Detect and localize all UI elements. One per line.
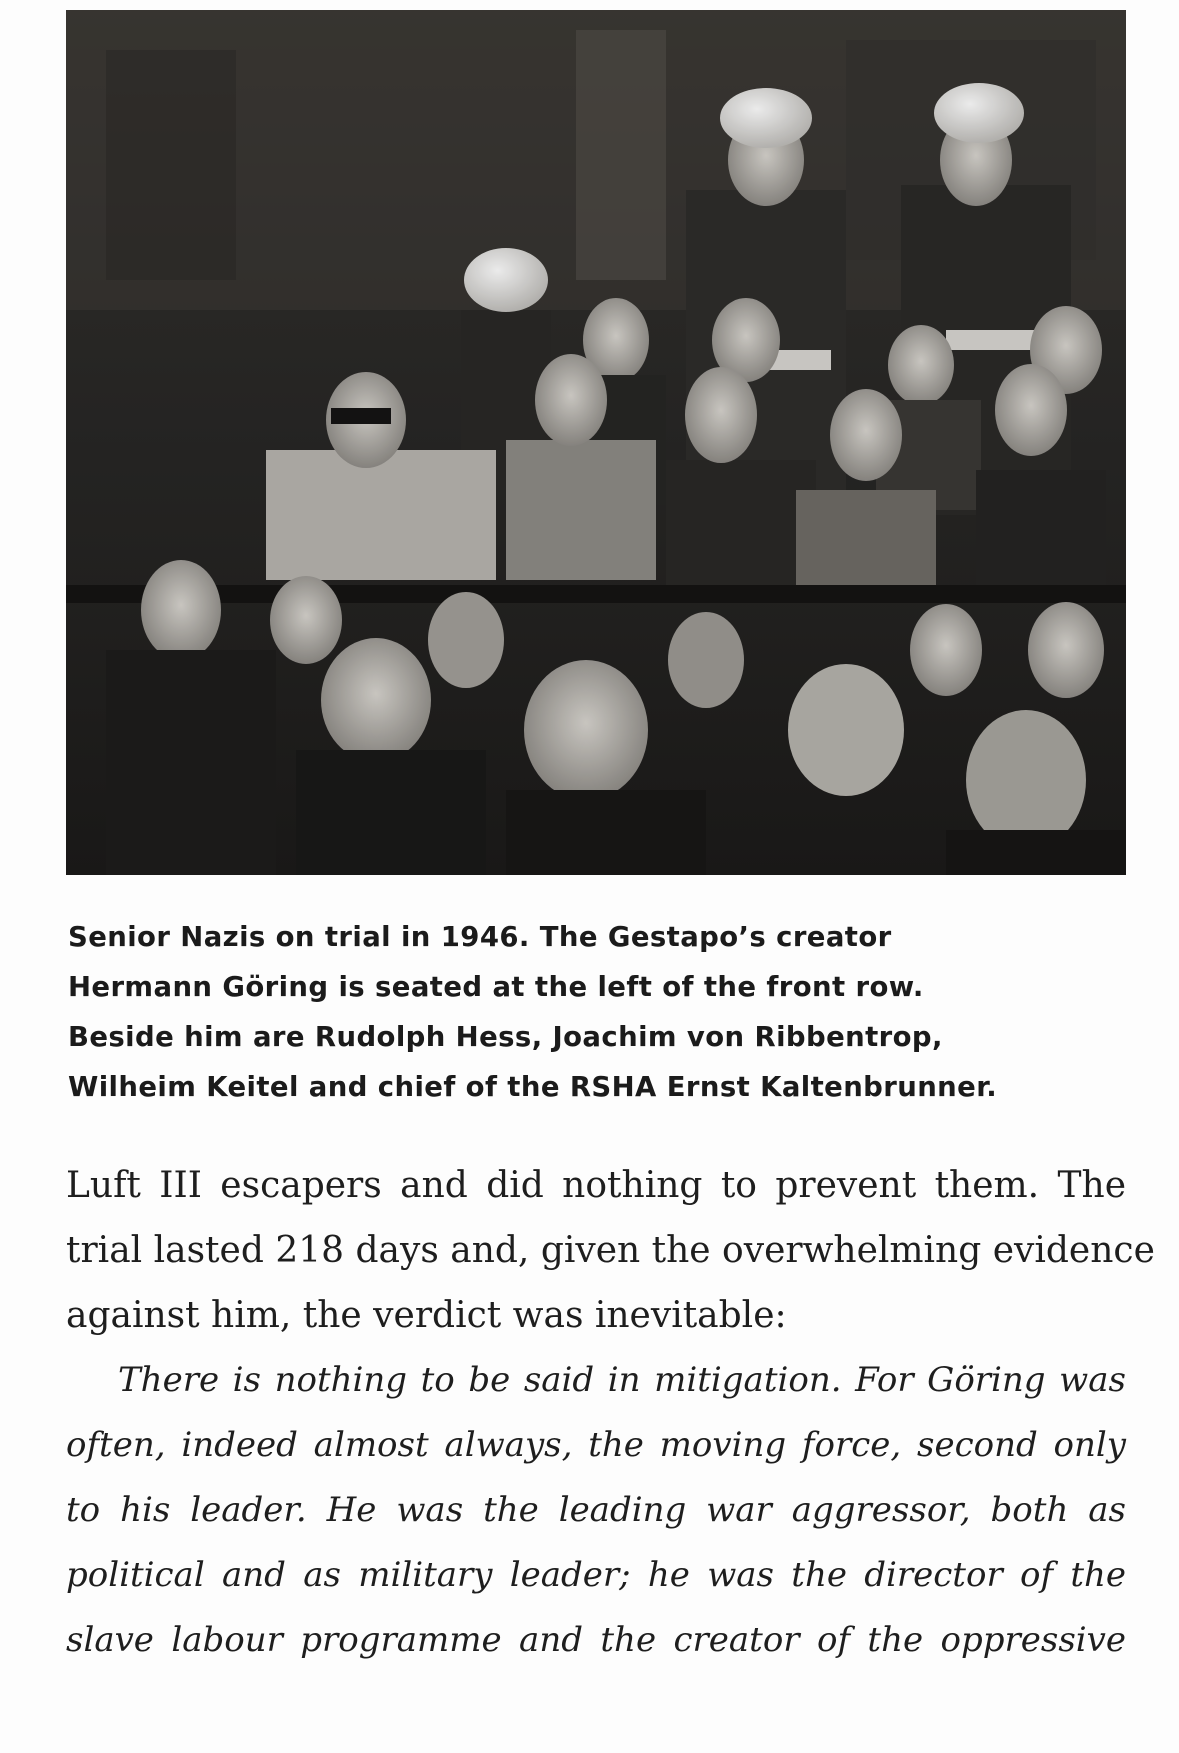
quote-line: political and as military leader; he was the director of the <box>66 1555 1126 1595</box>
quote-line: often, indeed almost always, the moving force, second only <box>66 1425 1126 1465</box>
caption-line: Beside him are Rudolph Hess, Joachim von Ribbentrop, <box>68 1021 943 1053</box>
body-line: Luft III escapers and did nothing to prevent them. The <box>66 1165 1126 1206</box>
photo-caption <box>68 912 1128 1112</box>
body-line: against him, the verdict was inevitable: <box>66 1295 787 1336</box>
caption-line: Senior Nazis on trial in 1946. The Gestapo’s creator <box>68 921 892 953</box>
photo-image <box>66 10 1126 875</box>
quote-line: There is nothing to be said in mitigation. For Göring was <box>118 1360 1126 1400</box>
body-line: trial lasted 218 days and, given the overwhelming evidence <box>66 1230 1155 1271</box>
trial-photograph <box>66 10 1126 875</box>
caption-line: Wilheim Keitel and chief of the RSHA Ernst Kaltenbrunner. <box>68 1071 998 1103</box>
quote-line: to his leader. He was the leading war aggressor, both as <box>66 1490 1126 1530</box>
quote-line: slave labour programme and the creator of the oppressive <box>66 1620 1126 1660</box>
body-text <box>66 1153 1155 1673</box>
caption-line: Hermann Göring is seated at the left of the front row. <box>68 971 924 1003</box>
